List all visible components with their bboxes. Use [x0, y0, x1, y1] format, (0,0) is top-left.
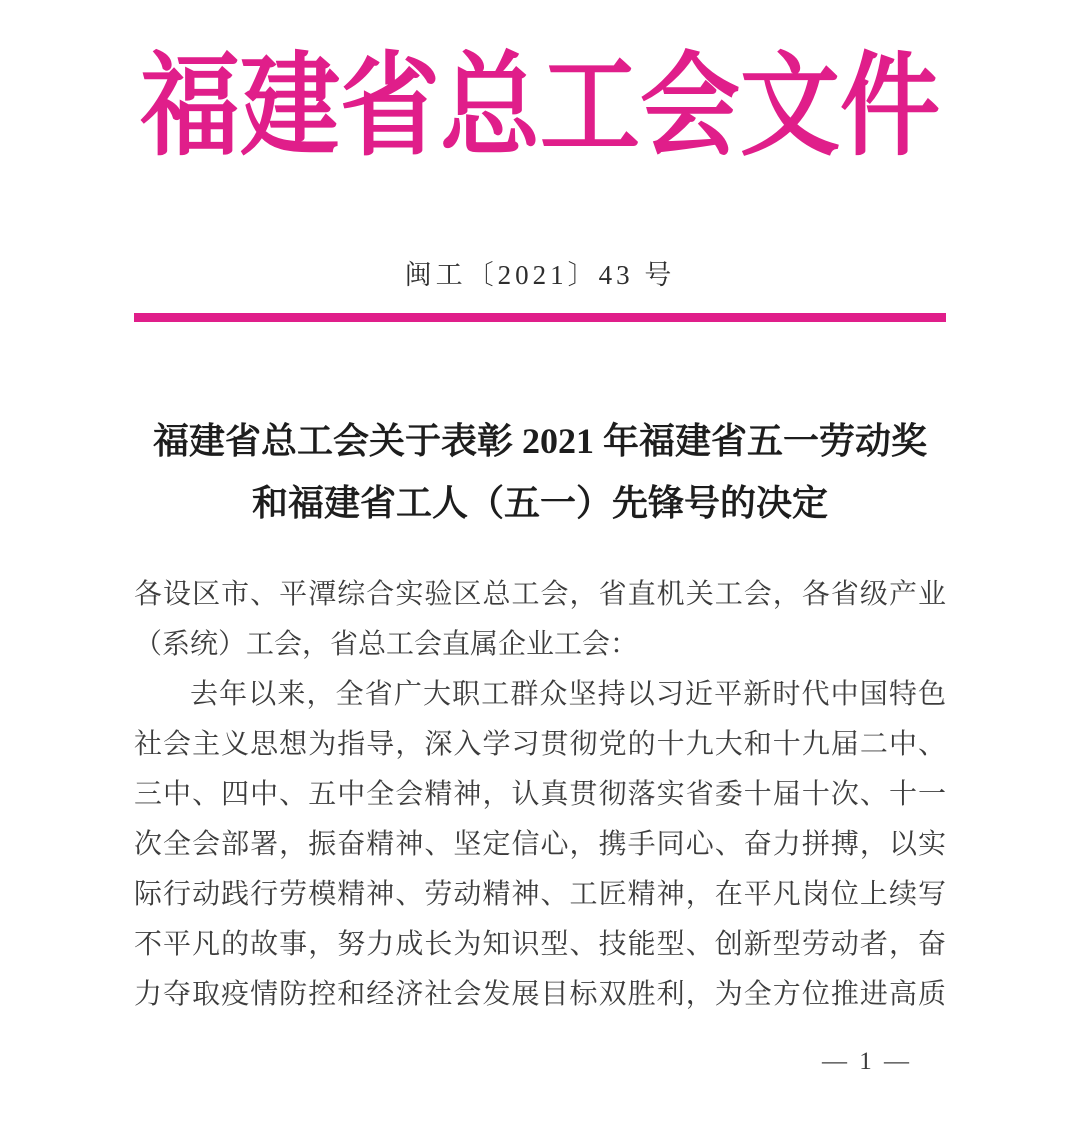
body-line: 际行动践行劳模精神、劳动精神、工匠精神，在平凡岗位上续写 — [134, 879, 946, 910]
doc-number: 闽工〔2021〕43 号 — [404, 260, 676, 290]
page-number: — 1 — — [822, 1048, 912, 1075]
doc-title-line-2: 和福建省工人（五一）先锋号的决定 — [251, 483, 828, 523]
body-line: 三中、四中、五中全会精神，认真贯彻落实省委十届十次、十一 — [134, 779, 946, 810]
doc-body — [134, 570, 946, 1020]
body-line: 去年以来，全省广大职工群众坚持以习近平新时代中国特色 — [190, 679, 946, 710]
body-line: 不平凡的故事，努力成长为知识型、技能型、创新型劳动者，奋 — [134, 929, 946, 960]
doc-title — [0, 410, 1080, 534]
letterhead-divider — [134, 313, 946, 322]
body-line: 次全会部署，振奋精神、坚定信心，携手同心、奋力拼搏，以实 — [134, 829, 946, 860]
body-line-salutation-2: （系统）工会，省总工会直属企业工会： — [134, 629, 639, 660]
body-line-salutation-1: 各设区市、平潭综合实验区总工会，省直机关工会，各省级产业 — [134, 579, 946, 610]
letterhead — [0, 44, 1080, 170]
body-line: 社会主义思想为指导，深入学习贯彻党的十九大和十九届二中、 — [134, 729, 946, 760]
letterhead-title: 福建省总工会文件 — [140, 44, 940, 170]
body-line: 力夺取疫情防控和经济社会发展目标双胜利，为全方位推进高质 — [134, 979, 946, 1010]
doc-title-line-1: 福建省总工会关于表彰 2021 年福建省五一劳动奖 — [152, 421, 927, 461]
